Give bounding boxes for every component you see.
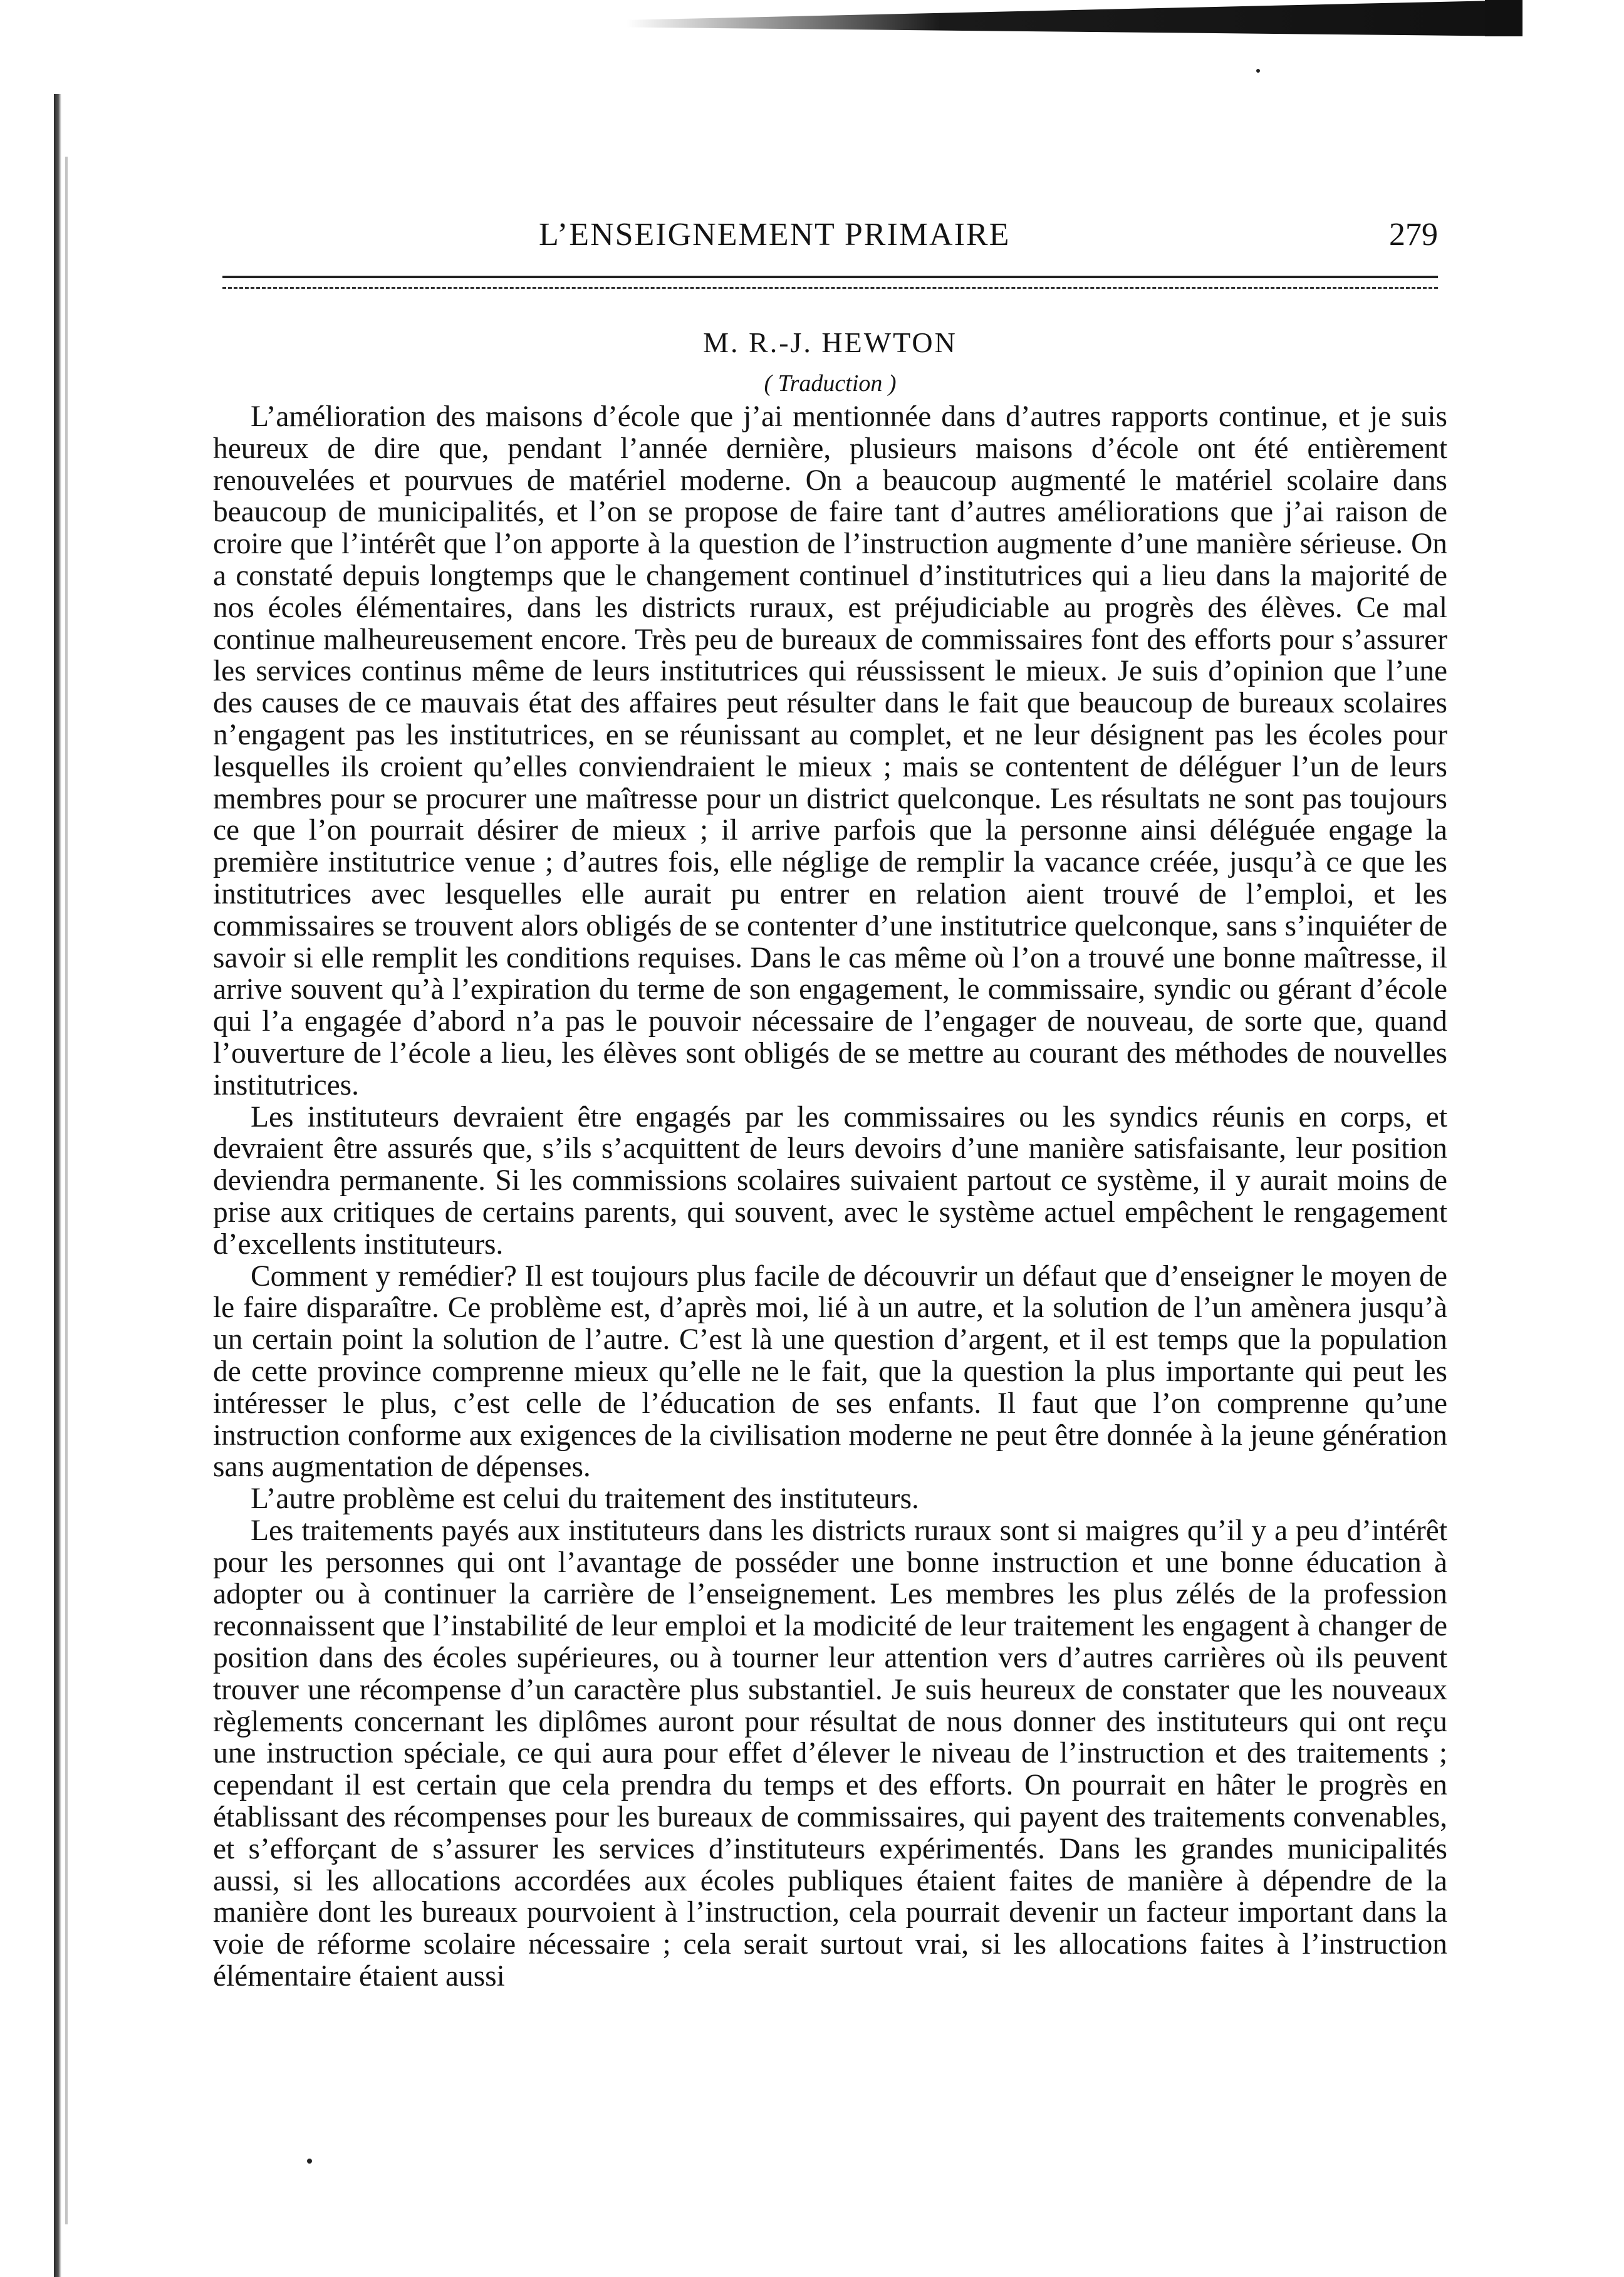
running-title: L’ENSEIGNEMENT PRIMAIRE <box>539 217 1011 253</box>
paragraph: L’autre problème est celui du traitement des instituteurs. <box>251 1482 919 1516</box>
paragraph: L’amélioration des maisons d’école que j’ai mentionnée dans d’autres rapports continue, et je suis heureux de dire que, pendant l’année dernière, plusieurs maisons d’école ont été entièrement renouvelées et pourvues de matériel moderne. On a beaucoup augmenté le matériel scolaire dans beaucoup de municipalités, et l’on se propose de faire tant d’autres améliorations que j’ai raison de croire que l’intérêt que l’on apporte à la question de l’instruction augmente d’une manière sérieuse. On a constaté depuis longtemps que le changement continuel d’institutrices qui a lieu dans la majorité de nos écoles élémentaires, dans les districts ruraux, est préjudiciable au progrès des élèves. Ce mal continue malheureusement encore. Très peu de bureaux de commissaires font des efforts pour s’assurer les services continus même de leurs institutrices qui réussissent le mieux. Je suis d’opinion que l’une des causes de ce mauvais état des affaires peut résulter dans le fait que beaucoup de bureaux scolaires n’engagent pas les institutrices, en se réunissant au complet, et ne leur désignent pas les écoles pour lesquelles ils croient qu’elles conviendraient le mieux ; mais se contentent de déléguer l’un de leurs membres pour se procurer une maîtresse pour un district quelconque. Les résultats ne sont pas toujours ce que l’on pourrait désirer de mieux ; il arrive parfois que la personne ainsi déléguée engage la première institutrice venue ; d’autres fois, elle néglige de remplir la vacance créée, jusqu’à ce que les institutrices avec lesquelles elle aurait pu entrer en relation aient trouvé de l’emploi, et les commissaires se trouvent alors obligés de se contenter d’une institutrice quelconque, sans s’inquiéter de savoir si elle remplit les conditions requises. Dans le cas même où l’on a trouvé une bonne maîtresse, il arrive souvent qu’à l’expiration du terme de son engagement, le commissaire, syndic ou gérant d’école qui l’a engagée d’abord n’a pas le pouvoir nécessaire de l’engager de nouveau, de sorte que, quand l’ouverture de l’école a lieu, les élèves sont obligés de se mettre au courant des méthodes de nouvelles institutrices. <box>213 400 1447 1102</box>
article-author: M. R.-J. HEWTON <box>703 326 957 358</box>
scan-speck <box>307 2159 312 2164</box>
page-header <box>222 216 1438 260</box>
translation-note: ( Traduction ) <box>764 370 897 397</box>
article-body <box>213 401 1447 1993</box>
header-rule-dashed <box>222 287 1438 289</box>
scan-speck <box>1256 69 1260 73</box>
paragraph: Comment y remédier? Il est toujours plus facile de découvrir un défaut que d’enseigner le moyen de le faire disparaître. Ce problème est, d’après moi, lié à un autre, et la solution de l’un amènera jusqu’à un certain point la solution de l’autre. C’est là une question d’argent, et il est temps que la population de cette province comprenne mieux qu’elle ne le fait, que la question la plus importante qui peut les intéresser le plus, c’est celle de l’éducation de ses enfants. Il faut que l’on comprenne qu’une instruction conforme aux exigences de la civilisation moderne ne peut être donnée à la jeune génération sans augmentation de dépenses. <box>213 1259 1447 1484</box>
paragraph: Les instituteurs devraient être engagés par les commissaires ou les syndics réunis en corps, et devraient être assurés que, s’ils s’acquittent de leurs devoirs d’une manière satisfaisante, leur position deviendra permanente. Si les commissions scolaires suivaient partout ce système, il y aurait moins de prise aux critiques de certains parents, qui souvent, avec le système actuel empêchent le rengagement d’excellents instituteurs. <box>213 1100 1447 1261</box>
scan-edge-top-end <box>1485 0 1522 36</box>
header-rule <box>222 276 1438 278</box>
page-number: 279 <box>1389 217 1438 253</box>
paragraph: Les traitements payés aux instituteurs dans les districts ruraux sont si maigres qu’il y a peu d’intérêt pour les personnes qui ont l’avantage de posséder une bonne instruction et une bonne éducation à adopter ou à continuer la carrière de l’enseignement. Les membres les plus zélés de la profession reconnaissent que l’instabilité de leur emploi et la modicité de leur traitement les engagent à changer de position dans des écoles supérieures, ou à tourner leur attention vers d’autres carrières où ils peuvent trouver une récompense d’un caractère plus substantiel. Je suis heureux de constater que les nouveaux règlements concernant les diplômes auront pour résultat de nous donner des instituteurs qui ont reçu une instruction spéciale, ce qui aura pour effet d’élever le niveau de l’instruction et des traitements ; cependant il est certain que cela prendra du temps et des efforts. On pourrait en hâter le progrès en établissant des récompenses pour les bureaux de commissaires, qui payent des traitements convenables, et s’efforçant de s’assurer les services d’instituteurs expérimentés. Dans les grandes municipalités aussi, si les allocations accordées aux écoles publiques étaient faites de manière à dépendre de la manière dont les bureaux pourvoient à l’instruction, cela pourrait devenir un facteur important dans la voie de réforme scolaire nécessaire ; cela serait surtout vrai, si les allocations faites à l’instruction élémentaire étaient aussi <box>213 1514 1447 1993</box>
scan-edge-top <box>627 0 1522 36</box>
scan-edge-left <box>54 94 61 2277</box>
scan-edge-left-shadow <box>65 157 68 2224</box>
